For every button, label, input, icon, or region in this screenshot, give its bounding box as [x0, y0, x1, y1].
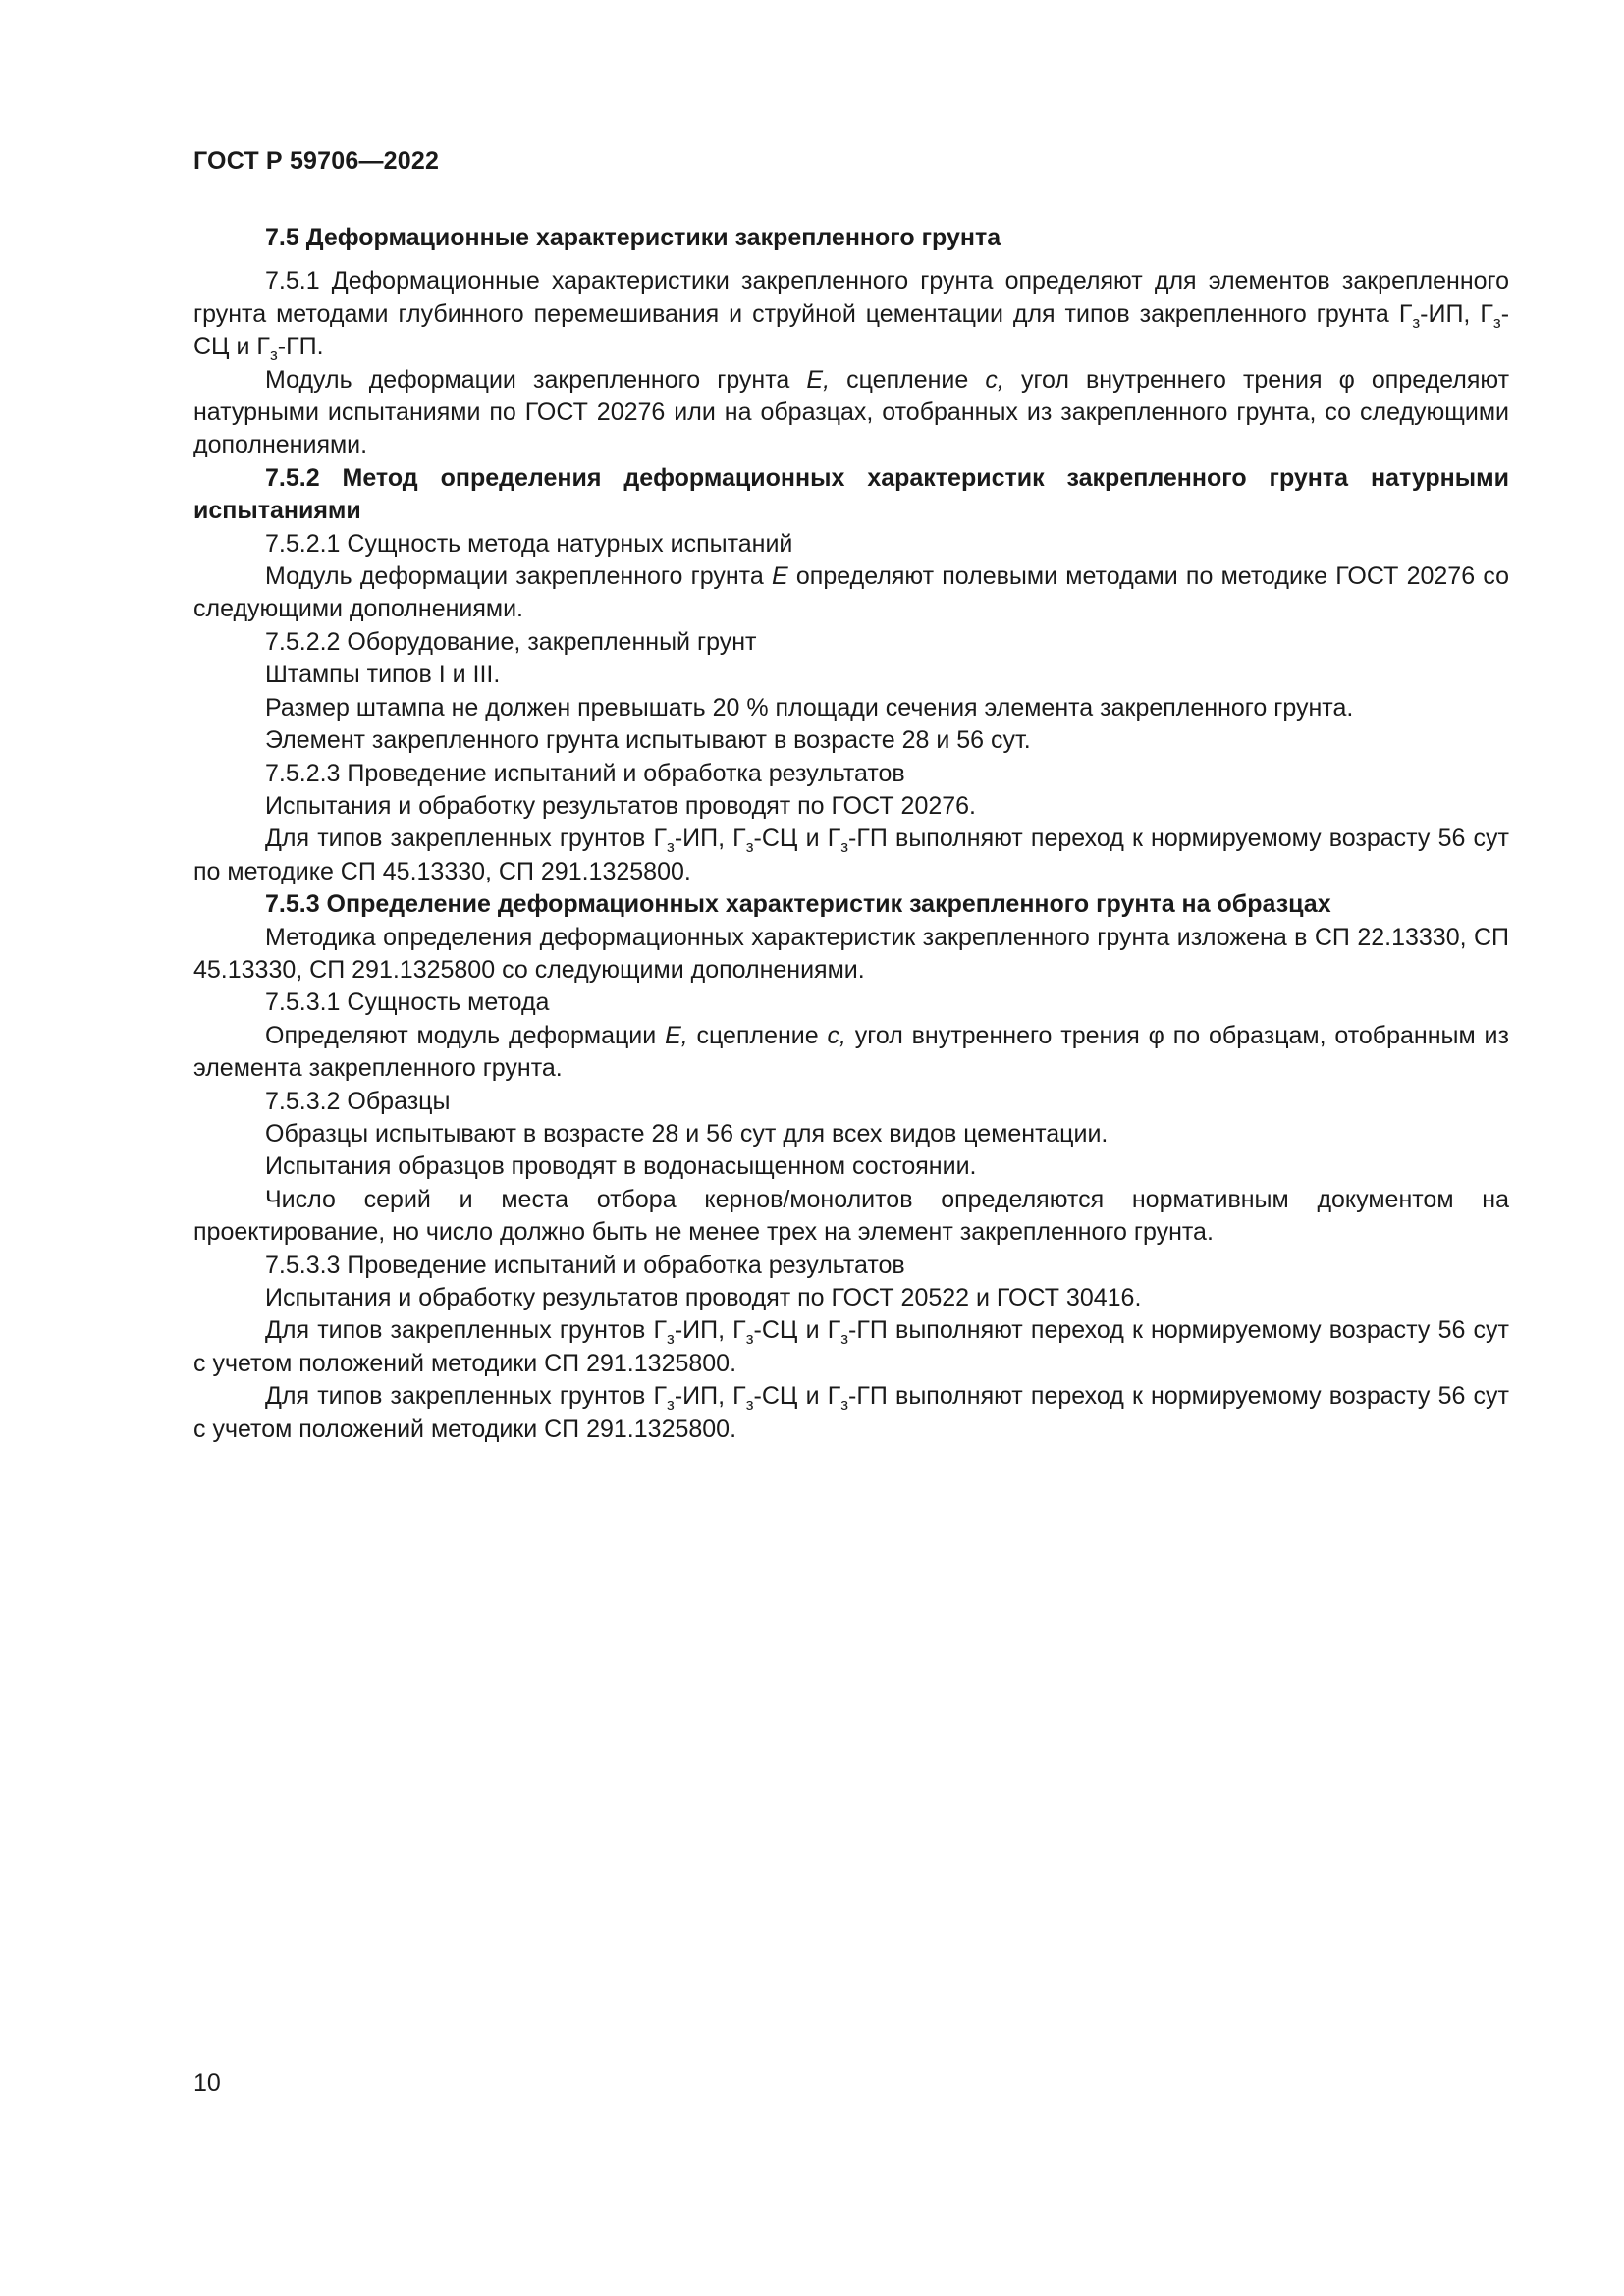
- heading-7-5-3: 7.5.3 Определение деформационных характеристик закрепленного грунта на образцах: [265, 890, 1331, 919]
- section-title: 7.5 Деформационные характеристики закрепленного грунта: [265, 224, 1001, 251]
- heading-7-5-2-3: 7.5.2.3 Проведение испытаний и обработка результатов: [265, 759, 905, 787]
- paragraph-7-5-1: 7.5.1 Деформационные характеристики закрепленного грунта определяют для элементов закрепленного грунта методами глубинного перемешивания и струйной цементации для типов закрепленного грунта $Г_з-ИП$, $Г_з-СЦ$ и $Г_з-ГП$.: [193, 267, 1510, 365]
- paragraph-element-age: Элемент закрепленного грунта испытывают в возрасте 28 и 56 сут.: [265, 726, 1031, 755]
- paragraph-method-essence: Определяют модуль деформации E, сцепление c, угол внутреннего трения φ по образцам, отобранным из элемента закрепленного грунта.: [193, 1021, 1509, 1083]
- paragraph-core-series: Число серий и места отбора кернов/монолитов определяются нормативным документом на проектирование, но число должно быть не менее трех на элемент закрепленного грунта.: [193, 1185, 1509, 1247]
- paragraph-stamp-size: Размер штампа не должен превышать 20 % площади сечения элемента закрепленного грунта.: [265, 693, 1354, 721]
- paragraph-methodology: Методика определения деформационных характеристик закрепленного грунта изложена в СП 22.13330, СП 45.13330, СП 291.1325800 со следующими дополнениями.: [193, 923, 1509, 984]
- paragraph-samples-age: Образцы испытывают в возрасте 28 и 56 сут для всех видов цементации.: [265, 1119, 1109, 1148]
- paragraph-age-transition-1: Для типов закрепленных грунтов $Г_з-ИП$, $Г_з-СЦ$ и $Г_з-ГП$ выполняют переход к нормируемому возрасту 56 сут по методике СП 45.13330, СП 291.1325800.: [193, 825, 1509, 885]
- document-header: ГОСТ Р 59706—2022: [193, 147, 440, 175]
- paragraph-samples-saturated: Испытания образцов проводят в водонасыщенном состоянии.: [265, 1152, 977, 1181]
- heading-7-5-2: 7.5.2 Метод определения деформационных характеристик закрепленного грунта натурными испытаниями: [193, 463, 1509, 525]
- heading-7-5-3-1: 7.5.3.1 Сущность метода: [265, 988, 550, 1017]
- paragraph-testing-standards: Испытания и обработку результатов проводят по ГОСТ 20522 и ГОСТ 30416.: [265, 1284, 1142, 1311]
- heading-7-5-2-2: 7.5.2.2 Оборудование, закрепленный грунт: [265, 627, 757, 656]
- soil-type-gz-ip: $Г_з-ИП$,: [1398, 299, 1471, 332]
- paragraph-processing: Испытания и обработку результатов проводят по ГОСТ 20276.: [265, 791, 976, 820]
- document-body: [193, 222, 1509, 1446]
- paragraph-modulus: Модуль деформации закрепленного грунта E, сцепление c, угол внутреннего трения φ определяют натурными испытаниями по ГОСТ 20276 или на образцах, отобранных из закрепленного грунта, со следующими дополнениями.: [193, 365, 1510, 459]
- heading-7-5-3-2: 7.5.3.2 Образцы: [265, 1087, 451, 1115]
- heading-7-5-3-3: 7.5.3.3 Проведение испытаний и обработка результатов: [265, 1251, 905, 1279]
- paragraph-age-transition-2: Для типов закрепленных грунтов $Г_з-ИП$, $Г_з-СЦ$ и $Г_з-ГП$ выполняют переход к нормируемому возрасту 56 сут с учетом положений методики СП 291.1325800.: [193, 1316, 1509, 1377]
- page-number: 10: [193, 2069, 221, 2097]
- soil-type-gz-sc: $Г_з-СЦ$ и: [193, 299, 1510, 361]
- soil-type-gz-gp: $Г_з-ГП$.: [256, 333, 324, 365]
- paragraph-stamps: Штампы типов I и III.: [265, 661, 501, 689]
- paragraph-age-transition-3: Для типов закрепленных грунтов $Г_з-ИП$, $Г_з-СЦ$ и $Г_з-ГП$ выполняют переход к нормируемому возрасту 56 сут с учетом положений методики СП 291.1325800.: [193, 1382, 1509, 1443]
- heading-7-5-2-1: 7.5.2.1 Сущность метода натурных испытаний: [265, 529, 793, 558]
- paragraph-field-method: Модуль деформации закрепленного грунта E определяют полевыми методами по методике ГОСТ 20276 со следующими дополнениями.: [193, 562, 1510, 623]
